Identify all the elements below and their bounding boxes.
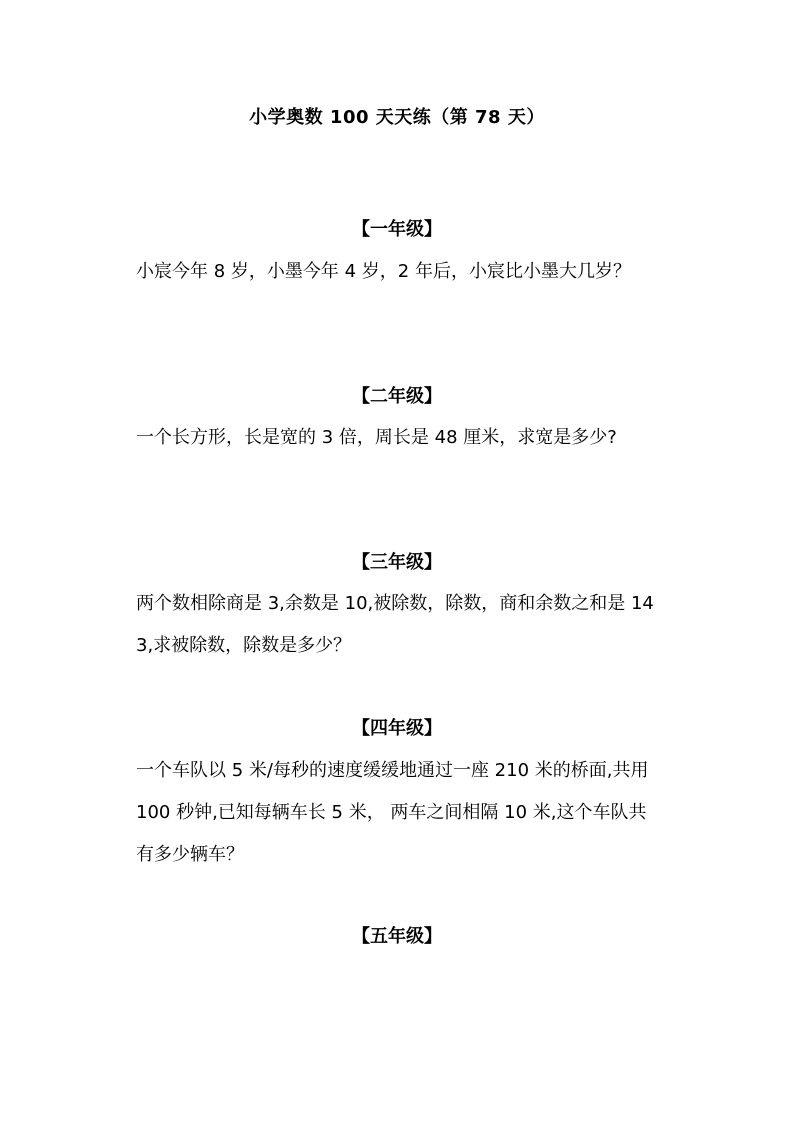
grade-4-problem: 一个车队以 5 米/每秒的速度缓缓地通过一座 210 米的桥面,共用 100 秒钟,已知每辆车长 5 米， 两车之间相隔 10 米,这个车队共有多少辆车？ bbox=[136, 760, 649, 865]
grade-5-heading: 【五年级】 bbox=[352, 926, 442, 947]
grade-1-heading: 【一年级】 bbox=[352, 219, 442, 240]
grade-3-problem: 两个数相除商是 3,余数是 10,被除数，除数，商和余数之和是 143,求被除数，除数是多少？ bbox=[136, 593, 654, 656]
grade-4-heading: 【四年级】 bbox=[352, 718, 442, 739]
grade-1-problem: 小宸今年 8 岁，小墨今年 4 岁，2 年后，小宸比小墨大几岁？ bbox=[136, 261, 631, 282]
page-title: 小学奥数 100 天天练（第 78 天） bbox=[249, 107, 545, 128]
grade-2-heading: 【二年级】 bbox=[352, 386, 442, 407]
grade-3-heading: 【三年级】 bbox=[352, 552, 442, 573]
grade-2-problem: 一个长方形，长是宽的 3 倍，周长是 48 厘米，求宽是多少? bbox=[136, 427, 617, 448]
